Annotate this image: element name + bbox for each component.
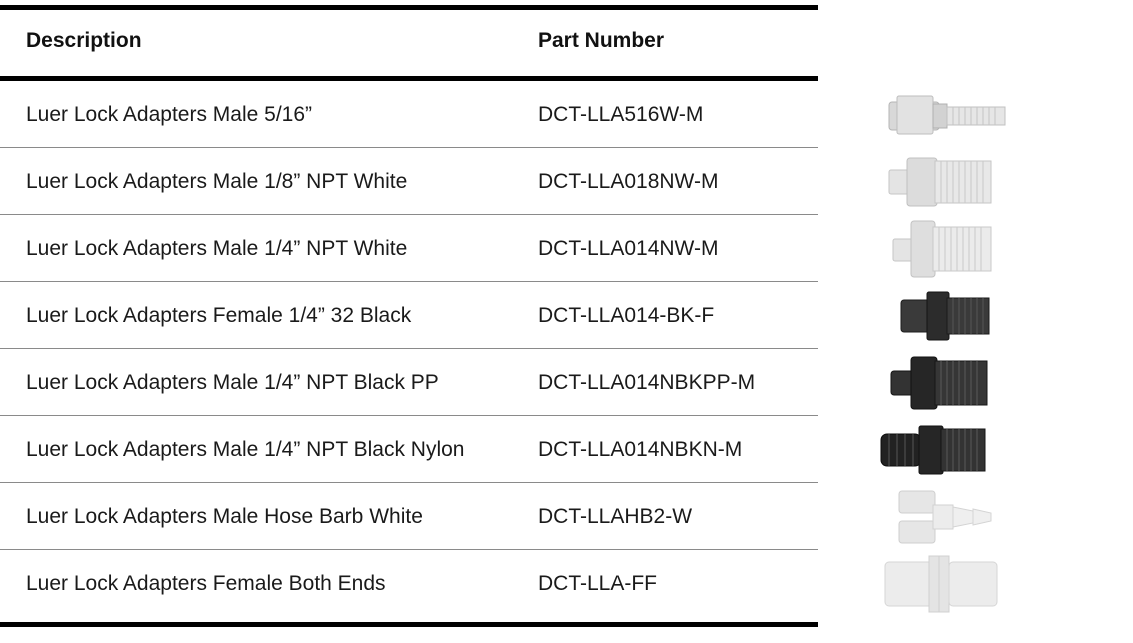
row-part-number: DCT-LLA014-BK-F (538, 304, 715, 327)
row-part-number: DCT-LLA014NBKPP-M (538, 371, 756, 394)
table-header (0, 10, 818, 76)
table-body (0, 81, 818, 617)
table-row (0, 148, 818, 215)
luer-adapter-hose-barb-white-icon (872, 483, 1012, 550)
luer-adapter-male-npt-black-icon (872, 349, 1012, 416)
luer-adapter-male-white-icon (872, 81, 1012, 148)
row-part-number: DCT-LLA-FF (538, 572, 658, 595)
table-row (0, 349, 818, 416)
row-part-number: DCT-LLA516W-M (538, 103, 704, 126)
table-row (0, 416, 818, 483)
row-description: Luer Lock Adapters Male 1/4” NPT Black Nylon (26, 438, 465, 461)
row-description: Luer Lock Adapters Female Both Ends (26, 572, 386, 595)
table-row (0, 550, 818, 617)
table-row (0, 215, 818, 282)
table-bottom-rule (0, 622, 818, 627)
row-description: Luer Lock Adapters Male 1/4” NPT White (26, 237, 408, 260)
luer-adapter-male-npt-white-icon (872, 148, 1012, 215)
row-part-number: DCT-LLA014NBKN-M (538, 438, 743, 461)
header-part-number: Part Number (538, 29, 665, 52)
table-row (0, 81, 818, 148)
row-part-number: DCT-LLAHB2-W (538, 505, 693, 528)
row-description: Luer Lock Adapters Male Hose Barb White (26, 505, 423, 528)
luer-adapter-female-both-ends-icon (872, 550, 1012, 617)
row-part-number: DCT-LLA018NW-M (538, 170, 719, 193)
luer-adapter-female-black-icon (872, 282, 1012, 349)
row-description: Luer Lock Adapters Male 1/4” NPT Black PP (26, 371, 439, 394)
luer-adapter-male-npt-white-icon (872, 215, 1012, 282)
luer-adapter-male-npt-black-nylon-icon (872, 416, 1012, 483)
row-description: Luer Lock Adapters Male 1/8” NPT White (26, 170, 408, 193)
header-description: Description (26, 29, 142, 52)
row-part-number: DCT-LLA014NW-M (538, 237, 719, 260)
row-description: Luer Lock Adapters Male 5/16” (26, 103, 313, 126)
table-row (0, 483, 818, 550)
row-description: Luer Lock Adapters Female 1/4” 32 Black (26, 304, 412, 327)
table-row (0, 282, 818, 349)
product-image-column (872, 81, 1012, 617)
